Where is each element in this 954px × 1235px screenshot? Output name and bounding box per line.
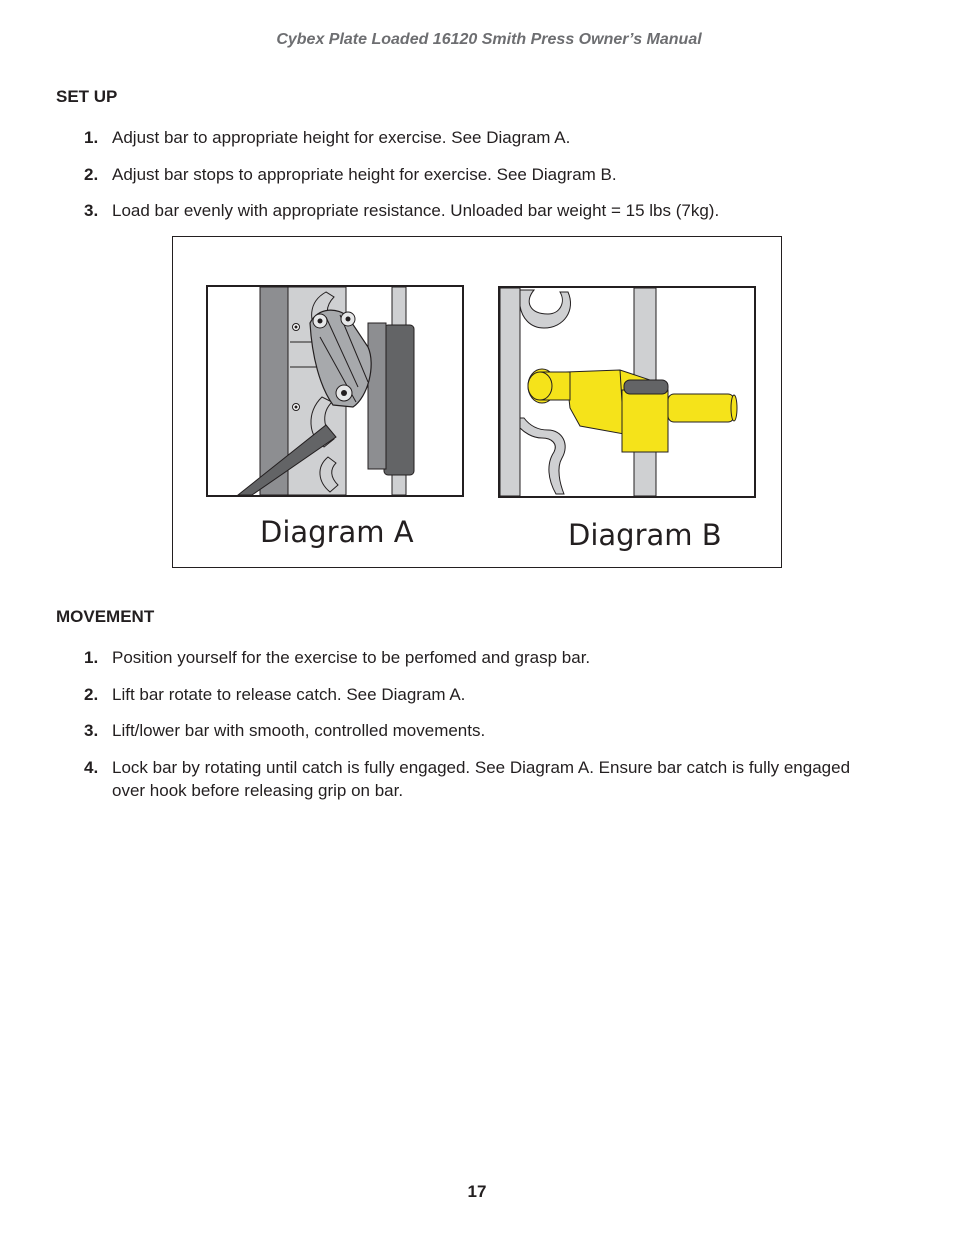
diagram-figure xyxy=(172,236,782,568)
step-text: Lift/lower bar with smooth, controlled movements. xyxy=(112,721,486,740)
diagram-b-illustration xyxy=(498,286,756,498)
diagram-b-caption: Diagram B xyxy=(568,518,722,552)
step-text: Load bar evenly with appropriate resistance. Unloaded bar weight = 15 lbs (7kg). xyxy=(112,201,720,220)
diagram-a-caption: Diagram A xyxy=(260,515,414,549)
step-text: Position yourself for the exercise to be perfomed and grasp bar. xyxy=(112,648,591,667)
movement-step xyxy=(0,756,954,802)
step-number: 2. xyxy=(84,164,99,184)
step-text: Adjust bar stops to appropriate height for exercise. See Diagram B. xyxy=(112,164,617,184)
step-number: 4. xyxy=(84,757,99,777)
step-text: Lift bar rotate to release catch. See Diagram A. xyxy=(112,684,466,704)
page-number: 17 xyxy=(467,1182,487,1201)
movement-steps xyxy=(0,646,954,815)
running-header: Cybex Plate Loaded 16120 Smith Press Owner’s Manual xyxy=(276,31,702,48)
setup-step xyxy=(0,199,954,222)
setup-step xyxy=(0,163,954,186)
step-number: 1. xyxy=(84,648,99,667)
step-number: 3. xyxy=(84,721,99,740)
movement-step xyxy=(0,719,954,742)
diagram-a-illustration xyxy=(206,285,464,497)
step-number: 3. xyxy=(84,201,99,220)
setup-heading: SET UP xyxy=(56,87,118,106)
step-text: Adjust bar to appropriate height for exercise. See Diagram A. xyxy=(112,128,571,147)
step-text: Lock bar by rotating until catch is fully engaged. See Diagram A. Ensure bar catch is fully engaged over hook before releasing grip on bar. xyxy=(112,757,851,800)
step-number: 2. xyxy=(84,684,99,704)
setup-step xyxy=(0,126,954,149)
movement-step xyxy=(0,683,954,706)
movement-step xyxy=(0,646,954,669)
movement-heading: MOVEMENT xyxy=(56,607,155,626)
setup-steps xyxy=(0,126,954,236)
step-number: 1. xyxy=(84,128,99,147)
